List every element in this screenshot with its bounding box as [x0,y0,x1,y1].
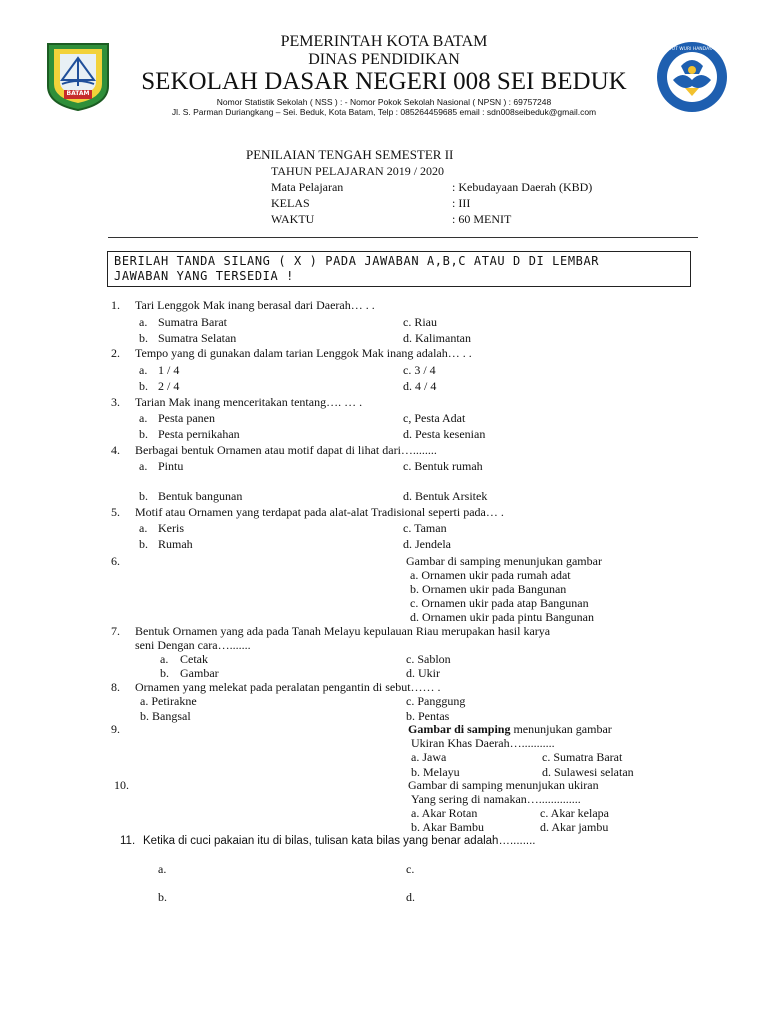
question-text-cont: seni Dengan cara…....... [135,638,251,652]
question-text: Tempo yang di gunakan dalam tarian Lenggok Mak inang adalah… . . [135,346,472,360]
question-text: Tarian Mak inang menceritakan tentang…. … . [135,395,363,409]
question-text-cont: Yang sering di namakan….............. [411,792,581,806]
option-d[interactable]: d. 4 / 4 [403,379,437,393]
option-d[interactable]: d. [406,890,415,904]
option-d[interactable]: d. Kalimantan [403,331,471,345]
option-d[interactable]: d. Sulawesi selatan [542,765,634,779]
exam-title: PENILAIAN TENGAH SEMESTER II [246,147,454,162]
option-c[interactable]: c. Riau [403,315,437,329]
instruction-line1: BERILAH TANDA SILANG ( X ) PADA JAWABAN A,B,C ATAU D DI LEMBAR [114,254,600,268]
question-text [408,722,612,737]
option-c[interactable]: c. Taman [403,521,447,535]
option-a[interactable]: Keris [158,521,184,535]
option-d[interactable]: d. Ukir [406,666,440,680]
question-number: 4. [111,443,120,457]
meta-subject-value: : Kebudayaan Daerah (KBD) [452,180,593,194]
option-a[interactable]: a. [158,862,167,876]
option-d[interactable]: d. Akar jambu [540,820,609,834]
option-c[interactable]: c. [406,862,415,876]
meta-class-value: : III [452,196,471,210]
school-address: Jl. S. Parman Duriangkang – Sei. Beduk, Kota Batam, Telp : 085264459685 email : sdn008seibeduk@gmail.com [171,107,597,117]
question-number: 2. [111,346,120,360]
option-label: b. [139,331,148,345]
option-b[interactable]: b. Bangsal [140,709,191,723]
option-b[interactable]: 2 / 4 [158,379,180,393]
tut-wuri-logo-text: TUT WURI HANDAYANI [669,47,719,52]
option-c[interactable]: c, Pesta Adat [403,411,466,425]
option-label: a. [139,411,148,425]
option-a[interactable]: a. Petirakne [140,694,197,708]
meta-time-label: WAKTU [271,212,315,226]
letterhead-line1: PEMERINTAH KOTA BATAM [280,33,488,50]
option-label: b. [139,427,148,441]
instruction-line2: JAWABAN YANG TERSEDIA ! [114,269,294,283]
question-number: 3. [111,395,120,409]
question-text: Gambar di samping menunjukan gambar [406,554,602,568]
option-d[interactable]: d. Jendela [403,537,451,551]
exam-year: TAHUN PELAJARAN 2019 / 2020 [271,164,445,178]
question-text: Bentuk Ornamen yang ada pada Tanah Melayu kepulauan Riau merupakan hasil karya [135,624,551,638]
question-text: Tari Lenggok Mak inang berasal dari Daerah… . . [135,298,375,312]
question-number: 7. [111,624,120,638]
school-nss: Nomor Statistik Sekolah ( NSS ) : - Nomor Pokok Sekolah Nasional ( NPSN ) : 69757248 [216,97,552,107]
option-c[interactable]: c. Bentuk rumah [403,459,483,473]
option-d[interactable]: d. Pesta kesenian [403,427,486,441]
question-text-rest: menunjukan gambar [510,722,612,736]
question-number: 8. [111,680,120,694]
option-label: a. [139,315,148,329]
option-label: a. [139,521,148,535]
batam-logo-text: BATAM [66,90,90,97]
meta-class-label: KELAS [271,196,310,210]
option-c[interactable]: c. Akar kelapa [540,806,609,820]
option-b[interactable]: b. Melayu [411,765,460,779]
option-a[interactable]: a. Jawa [411,750,447,764]
question-number: 1. [111,298,120,312]
option-label: a. [160,652,169,666]
school-name: SEKOLAH DASAR NEGERI 008 SEI BEDUK [141,68,627,95]
option-label: b. [160,666,169,680]
option-b[interactable]: b. Akar Bambu [411,820,484,834]
option-a[interactable]: Pesta panen [158,411,215,425]
option-a[interactable]: Pintu [158,459,184,473]
letterhead-line2: DINAS PENDIDIKAN [308,51,460,68]
option-b[interactable]: Sumatra Selatan [158,331,237,345]
option-b[interactable]: Gambar [180,666,219,680]
option-b[interactable]: b. [158,890,167,904]
option-a[interactable]: 1 / 4 [158,363,180,377]
option-b[interactable]: Bentuk bangunan [158,489,243,503]
option-c[interactable]: c. Ornamen ukir pada atap Bangunan [410,596,589,610]
question-text: Motif atau Ornamen yang terdapat pada alat-alat Tradisional seperti pada… . [135,505,504,519]
option-label: b. [139,489,148,503]
option-c[interactable]: c. Panggung [406,694,466,708]
meta-subject-label: Mata Pelajaran [271,180,344,194]
question-text: Ketika di cuci pakaian itu di bilas, tulisan kata bilas yang benar adalah…........ [143,835,536,847]
option-label: b. [139,379,148,393]
question-text: Gambar di samping menunjukan ukiran [408,778,599,792]
option-b[interactable]: Rumah [158,537,193,551]
question-text-bold: Gambar di samping [408,722,511,736]
question-number: 9. [111,722,120,736]
question-number: 10. [114,778,129,792]
option-label: a. [139,363,148,377]
instruction-box [107,251,691,287]
meta-time-value: : 60 MENIT [452,212,512,226]
option-c[interactable]: c. Sablon [406,652,451,666]
option-a[interactable]: Sumatra Barat [158,315,227,329]
option-d[interactable]: d. Ornamen ukir pada pintu Bangunan [410,610,594,624]
question-text-cont: Ukiran Khas Daerah…........... [411,736,555,750]
option-d[interactable]: d. Bentuk Arsitek [403,489,488,503]
option-label: a. [139,459,148,473]
question-number: 5. [111,505,120,519]
option-b[interactable]: Pesta pernikahan [158,427,240,441]
option-c[interactable]: c. 3 / 4 [403,363,436,377]
question-text: Ornamen yang melekat pada peralatan pengantin di sebut…… . [135,680,441,694]
option-b[interactable]: b. Ornamen ukir pada Bangunan [410,582,567,596]
question-number: 11. [120,835,136,847]
header-divider [108,237,698,238]
option-a[interactable]: a. Ornamen ukir pada rumah adat [410,568,571,582]
question-number: 6. [111,554,120,568]
option-c[interactable]: c. Sumatra Barat [542,750,623,764]
option-label: b. [139,537,148,551]
question-text: Berbagai bentuk Ornamen atau motif dapat di lihat dari…........ [135,443,437,457]
option-a[interactable]: a. Akar Rotan [411,806,478,820]
option-d[interactable]: b. Pentas [406,709,450,723]
option-a[interactable]: Cetak [180,652,208,666]
